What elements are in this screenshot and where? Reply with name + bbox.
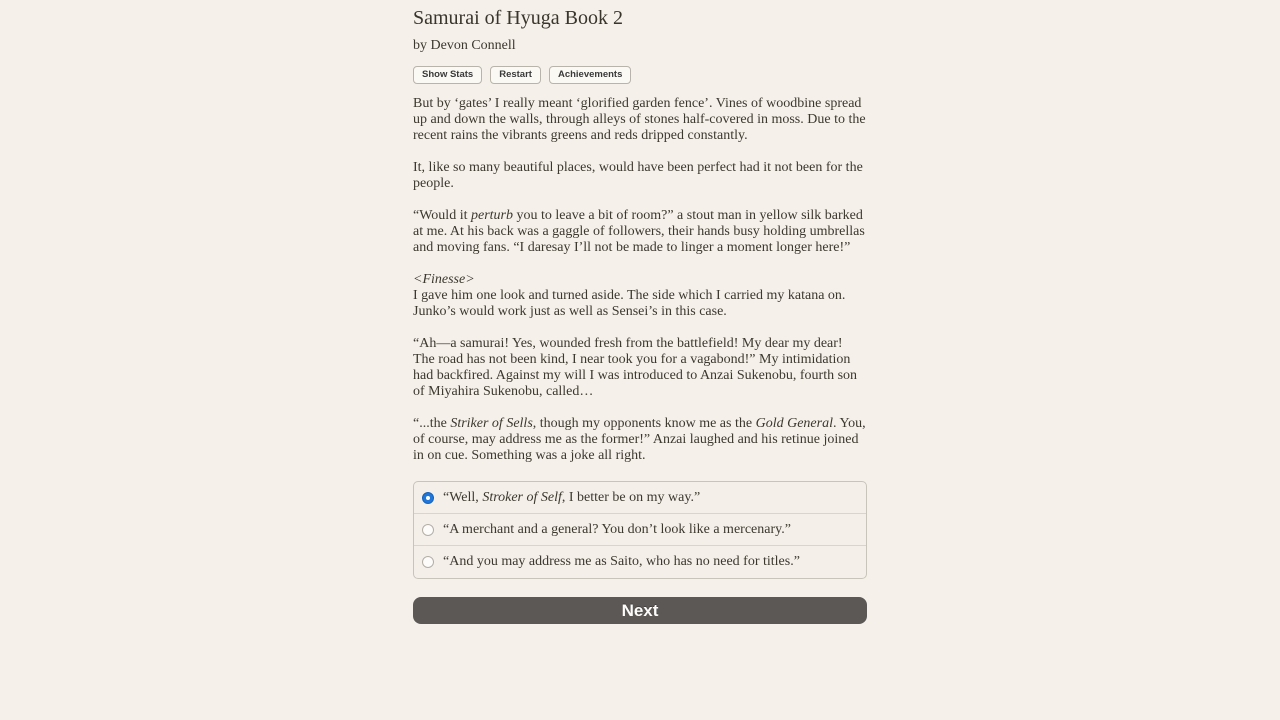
achievements-button[interactable]: Achievements [549,66,631,84]
choice-label: “And you may address me as Saito, who has no need for titles.” [443,554,800,569]
story-text [413,96,867,464]
restart-button[interactable]: Restart [490,66,541,84]
radio-button-selected-icon[interactable] [422,492,434,504]
choice-label: “A merchant and a general? You don’t look like a mercenary.” [443,521,791,537]
story-paragraph: It, like so many beautiful places, would have been perfect had it not been for the people. [413,160,863,191]
show-stats-button[interactable]: Show Stats [413,66,482,84]
page-title: Samurai of Hyuga Book 2 [413,7,623,29]
radio-button-icon[interactable] [422,524,434,536]
next-button[interactable]: Next [413,597,867,624]
story-paragraph: <Finesse> I gave him one look and turned aside. The side which I carried my katana on. Junko’s would work just as well as Sensei’s in this case. [413,272,846,319]
choice-label: “Well, Stroker of Self, I better be on my way.” [443,489,701,505]
choice-option-3[interactable] [414,546,866,578]
choice-option-2[interactable] [414,514,866,546]
game-page [413,0,867,624]
radio-button-icon[interactable] [422,556,434,568]
story-paragraph: But by ‘gates’ I really meant ‘glorified garden fence’. Vines of woodbine spread up and down the walls, through alleys of stones half-covered in moss. Due to the recent rains the vibrants greens and reds dripped constantly. [413,96,866,143]
story-paragraph: “Ah—a samurai! Yes, wounded fresh from the battlefield! My dear my dear! The road has not been kind, I near took you for a vagabond!” My intimidation had backfired. Against my will I was introduced to Anzai Sukenobu, fourth son of Miyahira Sukenobu, called… [413,336,858,399]
choice-list [413,481,867,579]
story-paragraph: “...the Striker of Sells, though my opponents know me as the Gold General. You, of course, may address me as the former!” Anzai laughed and his retinue joined in on cue. Something was a joke all right. [413,416,866,463]
author-byline: by Devon Connell [413,38,516,53]
choice-option-1[interactable] [414,482,866,514]
story-paragraph: “Would it perturb you to leave a bit of room?” a stout man in yellow silk barked at me. At his back was a gaggle of followers, their hands busy holding umbrellas and moving fans. “I daresay I’ll not be made to linger a moment longer here!” [413,208,865,255]
toolbar [413,66,867,84]
